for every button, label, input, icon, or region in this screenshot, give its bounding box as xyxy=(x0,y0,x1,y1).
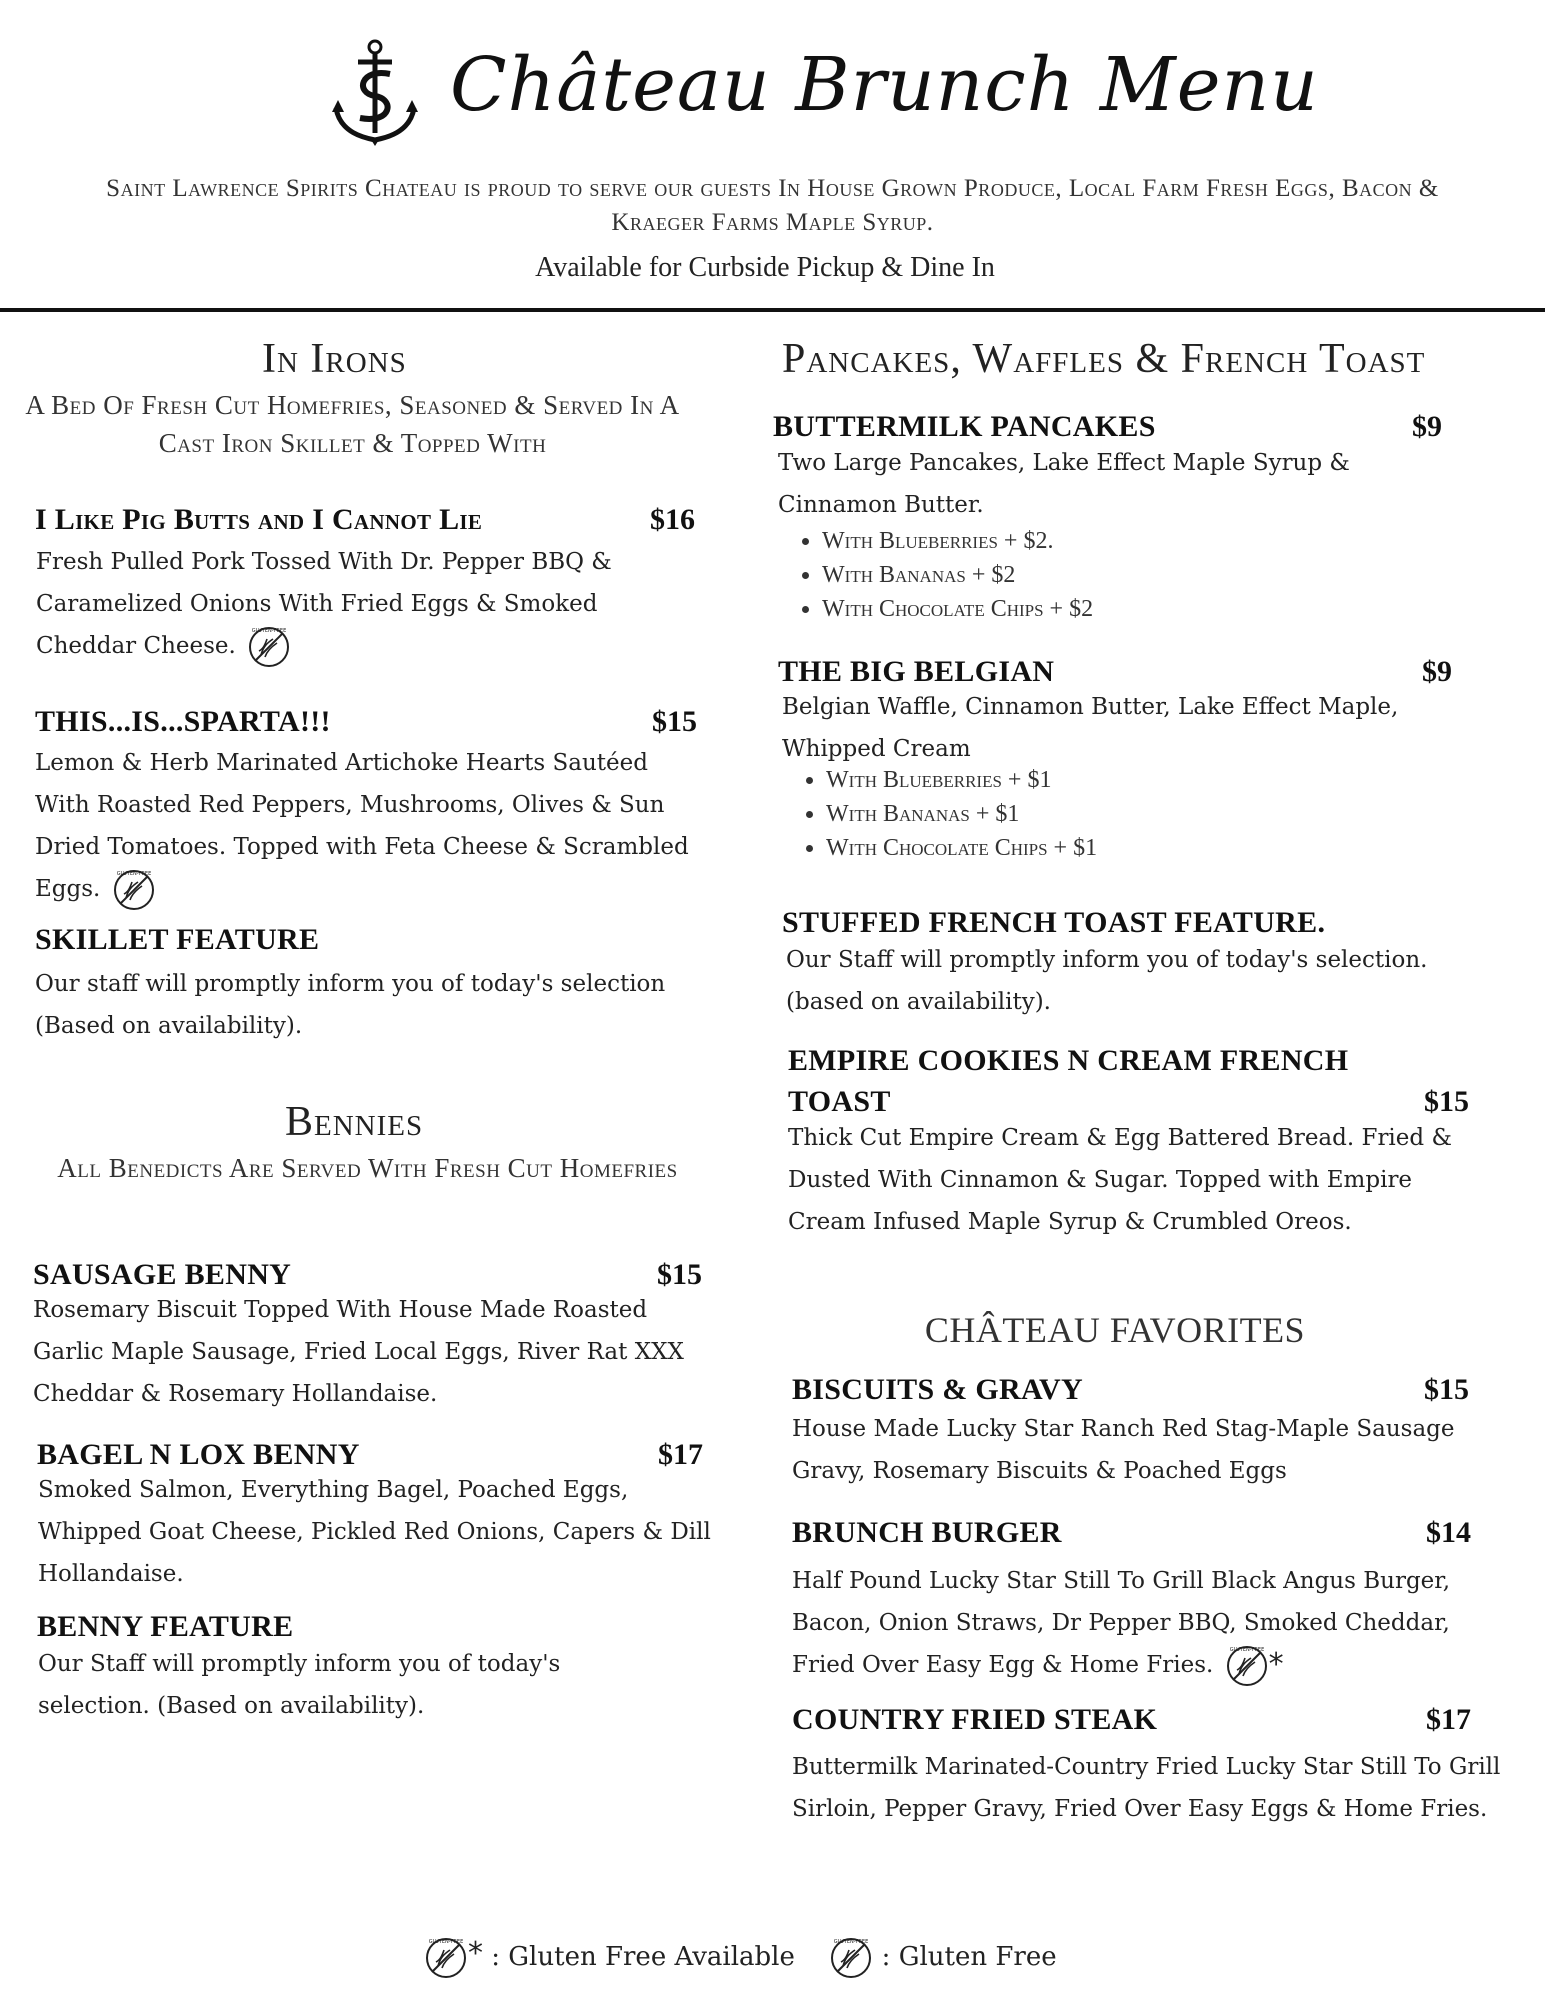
item-name: I Like Pig Butts and I Cannot Lie xyxy=(35,503,483,536)
section-heading-favorites: CHÂTEAU FAVORITES xyxy=(924,1310,1306,1350)
item-price: $9 xyxy=(1422,655,1452,688)
option-item: • With Bananas + $1 xyxy=(826,797,1426,831)
item-name: THE BIG BELGIAN xyxy=(778,655,1055,688)
options-list xyxy=(780,524,1422,626)
svg-text:GLUTEN-FREE: GLUTEN-FREE xyxy=(834,1939,869,1945)
item-name: COUNTRY FRIED STEAK xyxy=(792,1703,1158,1736)
item-name: SKILLET FEATURE xyxy=(35,923,320,956)
item-name-line2: TOAST xyxy=(788,1085,891,1118)
item-description-text: Fresh Pulled Pork Tossed With Dr. Pepper BBQ & Caramelized Onions With Fried Eggs & Smoked Cheddar Cheese. xyxy=(36,549,612,659)
gluten-free-icon xyxy=(112,868,156,912)
option-item: • With Blueberries + $1 xyxy=(826,763,1426,797)
item-name: STUFFED FRENCH TOAST FEATURE. xyxy=(782,906,1326,939)
legend-label-gluten-free: : Gluten Free xyxy=(881,1942,1057,1972)
section-heading-bennies: Bennies xyxy=(285,1099,424,1145)
item-description xyxy=(36,541,676,669)
item-description: Two Large Pancakes, Lake Effect Maple Syrup & Cinnamon Butter. xyxy=(778,450,1350,518)
item-name: BISCUITS & GRAVY xyxy=(792,1373,1083,1406)
item-price: $16 xyxy=(650,503,695,536)
svg-text:GLUTEN-FREE: GLUTEN-FREE xyxy=(428,1939,464,1945)
options-list xyxy=(784,763,1426,865)
section-heading-pancakes: Pancakes, Waffles & French Toast xyxy=(782,336,1426,382)
option-item: • With Chocolate Chips + $2 xyxy=(822,592,1422,626)
item-name: BUTTERMILK PANCAKES xyxy=(773,410,1156,443)
gluten-free-available-star: * xyxy=(1268,1647,1284,1682)
gluten-free-icon xyxy=(424,1936,468,1980)
option-item: • With Chocolate Chips + $1 xyxy=(826,831,1426,865)
item-name: THIS...IS...SPARTA!!! xyxy=(35,705,331,738)
header-divider xyxy=(0,308,1545,312)
item-price: $15 xyxy=(1424,1085,1469,1118)
menu-title: Château Brunch Menu xyxy=(450,42,1319,128)
intro-text: Saint Lawrence Spirits Chateau is proud to serve our guests In House Grown Produce, Local Farm Fresh Eggs, Bacon & Kraeger Farms Maple Syrup. xyxy=(106,175,1439,236)
item-description: Smoked Salmon, Everything Bagel, Poached Eggs, Whipped Goat Cheese, Pickled Red Onions, Capers & Dill Hollandaise. xyxy=(38,1477,711,1587)
gluten-free-icon xyxy=(829,1936,873,1980)
legend-label-available: : Gluten Free Available xyxy=(491,1942,795,1972)
item-description-text: Lemon & Herb Marinated Artichoke Hearts Sautéed With Roasted Red Peppers, Mushrooms, Olives & Sun Dried Tomatoes. Topped with Feta Cheese & Scrambled Eggs. xyxy=(35,750,689,902)
option-item: • With Blueberries + $2. xyxy=(822,524,1422,558)
item-description-text: Half Pound Lucky Star Still To Grill Black Angus Burger, Bacon, Onion Straws, Dr Pepper BBQ, Smoked Cheddar, Fried Over Easy Egg & Home Fries. xyxy=(792,1568,1451,1678)
anchor-logo-icon xyxy=(330,38,420,148)
item-name: EMPIRE COOKIES N CREAM FRENCH xyxy=(788,1044,1349,1077)
item-name: SAUSAGE BENNY xyxy=(33,1258,292,1291)
section-subheading-in-irons: A Bed Of Fresh Cut Homefries, Seasoned & Served In A Cast Iron Skillet & Topped With xyxy=(25,390,680,458)
svg-text:GLUTEN-FREE: GLUTEN-FREE xyxy=(116,871,151,877)
item-price: $14 xyxy=(1426,1516,1471,1549)
item-price: $15 xyxy=(652,705,697,738)
gluten-free-available-star: * xyxy=(468,1936,483,1971)
item-name: BAGEL N LOX BENNY xyxy=(37,1438,360,1471)
gluten-free-icon xyxy=(247,625,291,669)
gluten-free-icon xyxy=(1225,1644,1269,1688)
item-description: Our Staff will promptly inform you of today's selection. (based on availability). xyxy=(786,947,1428,1015)
item-description: Our staff will promptly inform you of today's selection (Based on availability). xyxy=(35,971,666,1039)
item-description: House Made Lucky Star Ranch Red Stag-Maple Sausage Gravy, Rosemary Biscuits & Poached Eggs xyxy=(792,1416,1455,1484)
svg-text:GLUTEN-FREE: GLUTEN-FREE xyxy=(251,628,287,634)
item-description xyxy=(792,1560,1502,1688)
section-subheading-bennies: All Benedicts Are Served With Fresh Cut Homefries xyxy=(57,1153,678,1183)
item-description: Thick Cut Empire Cream & Egg Battered Bread. Fried & Dusted With Cinnamon & Sugar. Topped with Empire Cream Infused Maple Syrup & Crumbled Oreos. xyxy=(788,1125,1452,1235)
gluten-free-legend xyxy=(420,1936,1120,1986)
item-description: Belgian Waffle, Cinnamon Butter, Lake Effect Maple, Whipped Cream xyxy=(782,694,1399,762)
item-description xyxy=(35,742,705,912)
item-description: Buttermilk Marinated-Country Fried Lucky Star Still To Grill Sirloin, Pepper Gravy, Fried Over Easy Eggs & Home Fries. xyxy=(792,1754,1501,1822)
item-price: $17 xyxy=(1426,1703,1471,1736)
svg-text:GLUTEN-FREE: GLUTEN-FREE xyxy=(1229,1647,1264,1653)
option-item: • With Bananas + $2 xyxy=(822,558,1422,592)
item-description: Our Staff will promptly inform you of today's selection. (Based on availability). xyxy=(38,1651,561,1719)
item-price: $15 xyxy=(1424,1373,1469,1406)
item-price: $9 xyxy=(1412,410,1442,443)
item-description: Rosemary Biscuit Topped With House Made Roasted Garlic Maple Sausage, Fried Local Eggs, River Rat XXX Cheddar & Rosemary Hollandaise. xyxy=(33,1297,684,1407)
item-name: BRUNCH BURGER xyxy=(792,1516,1062,1549)
item-name: BENNY FEATURE xyxy=(37,1610,294,1643)
item-price: $17 xyxy=(658,1438,703,1471)
section-heading-in-irons: In Irons xyxy=(262,336,407,382)
item-price: $15 xyxy=(657,1258,702,1291)
availability-text: Available for Curbside Pickup & Dine In xyxy=(535,252,995,283)
